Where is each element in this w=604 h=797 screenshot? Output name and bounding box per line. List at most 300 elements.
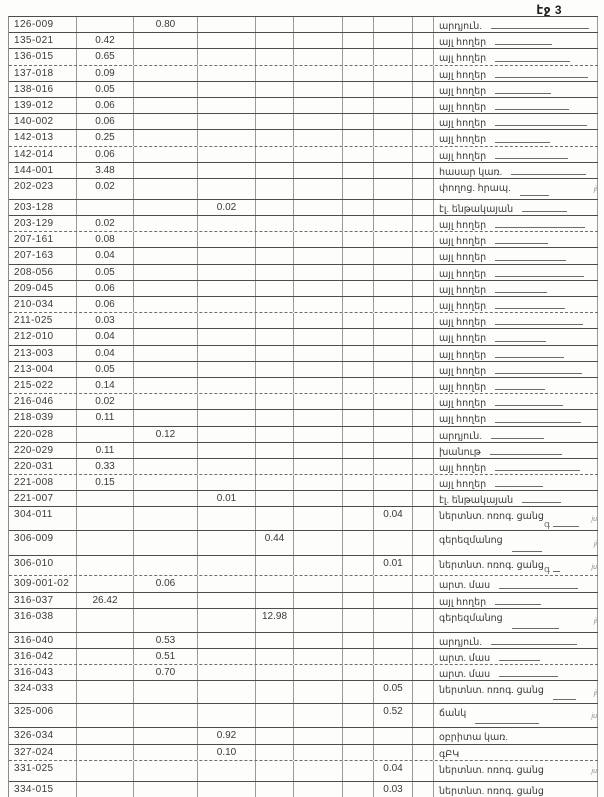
- parcel-code-cell: 316-042: [9, 649, 77, 664]
- value-cell-c6: [294, 130, 343, 145]
- ruled-line: [495, 44, 552, 45]
- value-cell-c6: [294, 475, 343, 490]
- value-cell-c4: [198, 130, 256, 145]
- land-use-label: արտ. մաս: [439, 580, 491, 592]
- value-cell-c2: [77, 491, 134, 506]
- table-row: [9, 681, 598, 704]
- value-cell-c7: [343, 427, 374, 442]
- land-use-cell: [434, 163, 598, 178]
- value-cell-c8: [374, 130, 413, 145]
- value-cell-c6: [294, 232, 343, 247]
- ruled-line: [553, 699, 576, 700]
- value-cell-c2: [77, 728, 134, 743]
- land-use-cell: [434, 410, 598, 425]
- value-cell-c9: [413, 82, 434, 97]
- land-use-cell: [434, 17, 598, 32]
- value-cell-c3: [134, 130, 198, 145]
- table-row: [9, 576, 598, 592]
- value-cell-c9: [413, 49, 434, 64]
- table-row: [9, 459, 598, 475]
- value-cell-c9: [413, 609, 434, 632]
- ruled-line: [495, 61, 570, 62]
- ruled-line: [495, 604, 541, 605]
- value-cell-c8: [374, 281, 413, 296]
- land-use-cell: [434, 593, 598, 608]
- parcel-code-cell: 126-009: [9, 17, 77, 32]
- value-cell-c9: [413, 179, 434, 199]
- value-cell-c7: [343, 507, 374, 530]
- value-cell-c3: [134, 66, 198, 81]
- value-cell-c7: [343, 681, 374, 703]
- value-cell-c9: [413, 147, 434, 162]
- value-cell-c9: [413, 491, 434, 506]
- value-cell-c5: [256, 200, 294, 215]
- value-cell-c5: [256, 66, 294, 81]
- value-cell-c8: 0.04: [374, 761, 413, 781]
- parcel-code-cell: 144-001: [9, 163, 77, 178]
- land-use-label: այլ հողեր: [439, 381, 487, 393]
- value-cell-c3: 0.80: [134, 17, 198, 32]
- table-row: [9, 66, 598, 82]
- value-cell-c3: 0.51: [134, 649, 198, 664]
- land-use-label: օբրիտա կառ.: [439, 732, 509, 744]
- ruled-line: [491, 438, 544, 439]
- value-cell-c7: [343, 49, 374, 64]
- land-use-label: ներտնտ. ոռոգ. ցանց: [439, 511, 544, 523]
- value-cell-c5: [256, 394, 294, 409]
- value-cell-c2: [77, 633, 134, 648]
- value-cell-c2: 0.05: [77, 265, 134, 280]
- value-cell-c3: [134, 179, 198, 199]
- value-cell-c4: [198, 394, 256, 409]
- value-cell-c6: [294, 704, 343, 727]
- value-cell-c8: 0.03: [374, 782, 413, 797]
- ruled-line: [490, 454, 562, 455]
- value-cell-c9: [413, 745, 434, 760]
- parcel-code-cell: 142-013: [9, 130, 77, 145]
- value-cell-c8: [374, 66, 413, 81]
- value-cell-c5: [256, 232, 294, 247]
- value-cell-c5: [256, 130, 294, 145]
- value-cell-c9: [413, 346, 434, 361]
- land-use-label: արդյուն.: [439, 636, 482, 648]
- table-row: [9, 665, 598, 681]
- ruled-line: [495, 389, 545, 390]
- ruled-line: [495, 142, 550, 143]
- value-cell-c8: [374, 491, 413, 506]
- value-cell-c6: [294, 98, 343, 113]
- margin-note: ju: [591, 516, 597, 524]
- parcel-code-cell: 216-046: [9, 394, 77, 409]
- value-cell-c4: [198, 761, 256, 781]
- land-use-label: ներտնտ. ոռոգ. ցանց: [439, 764, 544, 776]
- value-cell-c5: [256, 427, 294, 442]
- value-cell-c5: [256, 649, 294, 664]
- table-row: [9, 443, 598, 459]
- land-use-label: ներտնտ. ոռոգ. ցանց: [439, 785, 544, 797]
- land-use-label: այլ հողեր: [439, 252, 487, 264]
- value-cell-c3: [134, 248, 198, 263]
- value-cell-c2: 0.04: [77, 346, 134, 361]
- value-cell-c8: [374, 378, 413, 393]
- value-cell-c3: [134, 200, 198, 215]
- value-cell-c8: [374, 232, 413, 247]
- ruled-line: [495, 158, 568, 159]
- land-use-cell: [434, 329, 598, 344]
- value-cell-c9: [413, 427, 434, 442]
- value-cell-c9: [413, 704, 434, 727]
- table-row: [9, 163, 598, 179]
- table-row: [9, 297, 598, 313]
- value-cell-c5: 0.44: [256, 531, 294, 555]
- value-cell-c6: [294, 179, 343, 199]
- land-use-label: արդյուն.: [439, 430, 482, 442]
- value-cell-c6: [294, 33, 343, 48]
- value-cell-c7: [343, 114, 374, 129]
- value-cell-c3: [134, 82, 198, 97]
- value-cell-c6: [294, 49, 343, 64]
- table-row: [9, 313, 598, 329]
- value-cell-c8: [374, 82, 413, 97]
- table-row: [9, 362, 598, 378]
- value-cell-c2: [77, 761, 134, 781]
- value-cell-c5: [256, 346, 294, 361]
- ruled-line: [511, 174, 586, 175]
- ruled-line: [553, 571, 560, 572]
- value-cell-c6: [294, 394, 343, 409]
- ruled-line: [495, 243, 548, 244]
- value-cell-c7: [343, 200, 374, 215]
- value-cell-c8: [374, 475, 413, 490]
- ruled-line: [495, 470, 580, 471]
- value-cell-c6: [294, 362, 343, 377]
- land-use-label: այլ հողեր: [439, 118, 487, 130]
- value-cell-c4: [198, 98, 256, 113]
- value-cell-c4: [198, 232, 256, 247]
- table-row: [9, 216, 598, 232]
- value-cell-c4: [198, 378, 256, 393]
- value-cell-c8: 0.04: [374, 507, 413, 530]
- parcel-code-cell: 324-033: [9, 681, 77, 703]
- land-use-cell: [434, 216, 598, 231]
- table-row: [9, 179, 598, 200]
- land-use-label: այլ հողեր: [439, 596, 487, 608]
- value-cell-c8: [374, 49, 413, 64]
- value-cell-c3: 0.12: [134, 427, 198, 442]
- value-cell-c8: [374, 200, 413, 215]
- value-cell-c9: [413, 248, 434, 263]
- value-cell-c9: [413, 232, 434, 247]
- value-cell-c6: [294, 427, 343, 442]
- land-use-cell: [434, 782, 598, 797]
- value-cell-c5: [256, 163, 294, 178]
- parcel-code-cell: 306-010: [9, 556, 77, 575]
- value-cell-c8: [374, 593, 413, 608]
- land-use-cell: [434, 681, 598, 703]
- value-cell-c8: [374, 163, 413, 178]
- land-use-cell: [434, 248, 598, 263]
- value-cell-c5: [256, 265, 294, 280]
- value-cell-c6: [294, 200, 343, 215]
- value-cell-c4: [198, 248, 256, 263]
- value-cell-c7: [343, 443, 374, 458]
- parcel-code-cell: 215-022: [9, 378, 77, 393]
- value-cell-c9: [413, 556, 434, 575]
- value-cell-c2: 0.11: [77, 443, 134, 458]
- value-cell-c8: [374, 665, 413, 680]
- value-cell-c4: [198, 82, 256, 97]
- margin-note: ju: [591, 713, 597, 721]
- value-cell-c4: 0.02: [198, 200, 256, 215]
- value-cell-c4: [198, 475, 256, 490]
- value-cell-c3: [134, 329, 198, 344]
- table-row: [9, 491, 598, 507]
- value-cell-c6: [294, 82, 343, 97]
- parcel-code-cell: 220-031: [9, 459, 77, 474]
- land-use-label: այլ հողեր: [439, 462, 487, 474]
- value-cell-c4: [198, 17, 256, 32]
- land-use-label: ներտնտ. ոռոգ. ցանց: [439, 560, 544, 572]
- value-cell-c5: [256, 507, 294, 530]
- parcel-code-cell: 140-002: [9, 114, 77, 129]
- parcel-code-cell: 213-003: [9, 346, 77, 361]
- value-cell-c4: [198, 163, 256, 178]
- value-cell-c9: [413, 281, 434, 296]
- ruled-line: [495, 357, 564, 358]
- value-cell-c3: [134, 232, 198, 247]
- value-cell-c7: [343, 362, 374, 377]
- value-cell-c8: [374, 147, 413, 162]
- value-cell-c7: [343, 33, 374, 48]
- table-row: [9, 475, 598, 491]
- table-row: [9, 593, 598, 609]
- value-cell-c8: 0.52: [374, 704, 413, 727]
- margin-note: ji: [593, 689, 597, 697]
- value-cell-c9: [413, 98, 434, 113]
- ruled-line: [495, 292, 547, 293]
- land-use-cell: [434, 633, 598, 648]
- land-use-label: գԲԿ: [439, 748, 460, 760]
- value-cell-c7: [343, 216, 374, 231]
- value-cell-c7: [343, 556, 374, 575]
- value-cell-c9: [413, 443, 434, 458]
- value-cell-c3: [134, 507, 198, 530]
- margin-note: գ: [544, 564, 550, 575]
- value-cell-c2: 0.02: [77, 216, 134, 231]
- table-row: [9, 265, 598, 281]
- value-cell-c5: [256, 491, 294, 506]
- land-use-cell: [434, 427, 598, 442]
- parcel-code-cell: 211-025: [9, 313, 77, 328]
- value-cell-c4: [198, 66, 256, 81]
- value-cell-c9: [413, 378, 434, 393]
- table-row: [9, 378, 598, 394]
- value-cell-c6: [294, 114, 343, 129]
- value-cell-c7: [343, 98, 374, 113]
- value-cell-c4: [198, 665, 256, 680]
- value-cell-c5: [256, 82, 294, 97]
- value-cell-c7: [343, 576, 374, 591]
- value-cell-c4: [198, 329, 256, 344]
- value-cell-c9: [413, 576, 434, 591]
- value-cell-c6: [294, 66, 343, 81]
- value-cell-c4: [198, 49, 256, 64]
- value-cell-c8: [374, 443, 413, 458]
- land-use-label: հասար կառ.: [439, 166, 503, 178]
- value-cell-c5: [256, 475, 294, 490]
- value-cell-c3: 0.06: [134, 576, 198, 591]
- value-cell-c2: 0.06: [77, 147, 134, 162]
- land-use-label: այլ հողեր: [439, 301, 487, 312]
- parcel-code-cell: 213-004: [9, 362, 77, 377]
- value-cell-c8: [374, 649, 413, 664]
- value-cell-c4: 0.01: [198, 491, 256, 506]
- land-use-cell: [434, 114, 598, 129]
- parcel-code-cell: 221-007: [9, 491, 77, 506]
- table-row: [9, 728, 598, 744]
- value-cell-c7: [343, 232, 374, 247]
- land-use-label: այլ հողեր: [439, 236, 487, 248]
- table-row: [9, 609, 598, 633]
- value-cell-c2: 0.06: [77, 297, 134, 312]
- value-cell-c2: 0.65: [77, 49, 134, 64]
- value-cell-c2: 0.02: [77, 394, 134, 409]
- value-cell-c5: [256, 576, 294, 591]
- table-row: [9, 633, 598, 649]
- value-cell-c7: [343, 665, 374, 680]
- value-cell-c8: 0.05: [374, 681, 413, 703]
- value-cell-c7: [343, 147, 374, 162]
- value-cell-c6: [294, 556, 343, 575]
- value-cell-c8: [374, 531, 413, 555]
- value-cell-c9: [413, 114, 434, 129]
- parcel-code-cell: 316-038: [9, 609, 77, 632]
- land-use-cell: [434, 147, 598, 162]
- value-cell-c7: [343, 609, 374, 632]
- land-use-cell: [434, 665, 598, 680]
- value-cell-c8: 0.01: [374, 556, 413, 575]
- value-cell-c9: [413, 531, 434, 555]
- value-cell-c2: 0.05: [77, 82, 134, 97]
- value-cell-c7: [343, 313, 374, 328]
- ruled-line: [512, 551, 542, 552]
- value-cell-c5: [256, 443, 294, 458]
- value-cell-c2: [77, 17, 134, 32]
- value-cell-c2: [77, 531, 134, 555]
- value-cell-c9: [413, 394, 434, 409]
- value-cell-c5: [256, 378, 294, 393]
- value-cell-c4: [198, 114, 256, 129]
- value-cell-c5: [256, 114, 294, 129]
- value-cell-c9: [413, 362, 434, 377]
- value-cell-c5: [256, 98, 294, 113]
- value-cell-c8: [374, 114, 413, 129]
- value-cell-c6: [294, 491, 343, 506]
- land-use-cell: [434, 33, 598, 48]
- value-cell-c7: [343, 782, 374, 797]
- value-cell-c3: [134, 459, 198, 474]
- value-cell-c3: [134, 782, 198, 797]
- value-cell-c3: [134, 33, 198, 48]
- value-cell-c9: [413, 782, 434, 797]
- value-cell-c2: 26.42: [77, 593, 134, 608]
- land-use-label: այլ հողեր: [439, 101, 487, 113]
- ruled-line: [499, 660, 540, 661]
- land-use-label: այլ հողեր: [439, 284, 487, 296]
- land-use-label: այլ հողեր: [439, 53, 487, 65]
- land-use-label: էլ. ենթակայան: [439, 203, 514, 215]
- table-row: [9, 33, 598, 49]
- table-row: [9, 232, 598, 248]
- value-cell-c2: 0.25: [77, 130, 134, 145]
- land-use-label: գերեզմանոց: [439, 535, 503, 547]
- value-cell-c2: 0.11: [77, 410, 134, 425]
- ruled-line: [495, 405, 563, 406]
- value-cell-c4: [198, 313, 256, 328]
- ruled-line: [495, 308, 565, 309]
- value-cell-c2: [77, 782, 134, 797]
- parcel-code-cell: 142-014: [9, 147, 77, 162]
- value-cell-c7: [343, 728, 374, 743]
- land-use-cell: [434, 443, 598, 458]
- value-cell-c8: [374, 179, 413, 199]
- value-cell-c7: [343, 491, 374, 506]
- value-cell-c7: [343, 297, 374, 312]
- value-cell-c3: [134, 346, 198, 361]
- value-cell-c5: [256, 782, 294, 797]
- value-cell-c8: [374, 633, 413, 648]
- value-cell-c4: 0.10: [198, 745, 256, 760]
- value-cell-c3: [134, 114, 198, 129]
- value-cell-c2: [77, 200, 134, 215]
- value-cell-c9: [413, 163, 434, 178]
- value-cell-c2: [77, 507, 134, 530]
- margin-note: ji: [593, 540, 597, 548]
- table-row: [9, 507, 598, 531]
- value-cell-c6: [294, 728, 343, 743]
- table-row: [9, 531, 598, 556]
- land-use-cell: [434, 313, 598, 328]
- value-cell-c3: [134, 556, 198, 575]
- value-cell-c8: [374, 248, 413, 263]
- value-cell-c3: [134, 313, 198, 328]
- value-cell-c7: [343, 179, 374, 199]
- value-cell-c7: [343, 281, 374, 296]
- land-use-cell: [434, 761, 598, 781]
- value-cell-c9: [413, 329, 434, 344]
- value-cell-c7: [343, 17, 374, 32]
- value-cell-c6: [294, 633, 343, 648]
- value-cell-c5: [256, 761, 294, 781]
- value-cell-c6: [294, 531, 343, 555]
- value-cell-c4: [198, 593, 256, 608]
- value-cell-c5: [256, 410, 294, 425]
- value-cell-c4: [198, 531, 256, 555]
- table-row: [9, 82, 598, 98]
- land-use-cell: [434, 378, 598, 393]
- value-cell-c8: [374, 329, 413, 344]
- value-cell-c5: [256, 665, 294, 680]
- ruled-line: [491, 644, 577, 645]
- table-row: [9, 394, 598, 410]
- ruled-line: [495, 486, 543, 487]
- land-parcel-table: [8, 16, 598, 797]
- parcel-code-cell: 212-010: [9, 329, 77, 344]
- land-use-cell: [434, 66, 598, 81]
- value-cell-c6: [294, 507, 343, 530]
- value-cell-c8: [374, 98, 413, 113]
- value-cell-c4: 0.92: [198, 728, 256, 743]
